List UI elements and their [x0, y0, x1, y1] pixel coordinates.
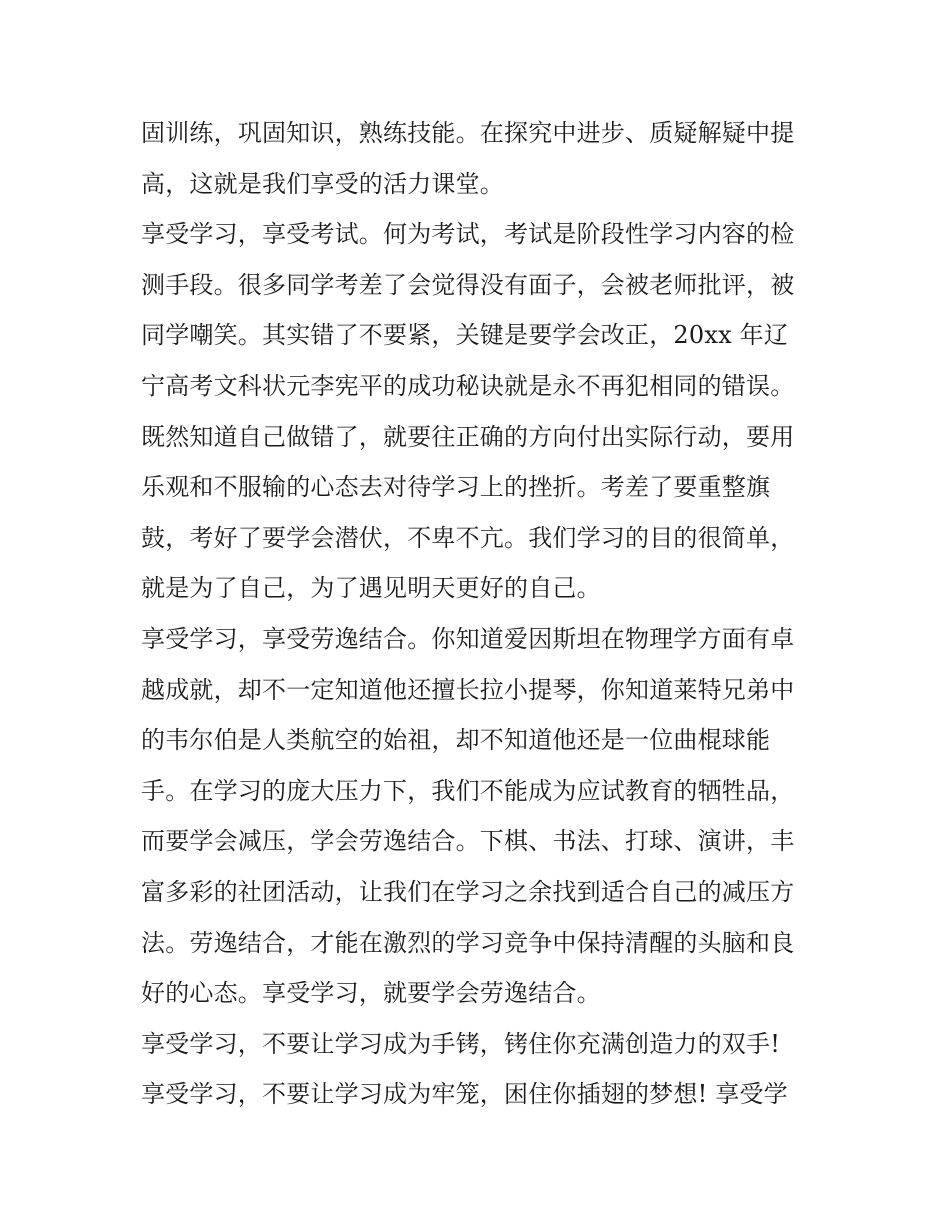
text-line: 手。在学习的庞大压力下，我们不能成为应试教育的牺牲品， — [141, 776, 795, 805]
text-line: 好的心态。享受学习，就要学会劳逸结合。 — [141, 979, 601, 1008]
text-line: 而要学会减压，学会劳逸结合。下棋、书法、打球、演讲，丰 — [141, 827, 795, 856]
text-line: 鼓，考好了要学会潜伏，不卑不亢。我们学习的目的很简单， — [141, 523, 795, 552]
text-line: 享受学习，不要让学习成为牢笼，困住你插翅的梦想! 享受学 — [141, 1080, 788, 1109]
text-line: 固训练，巩固知识，熟练技能。在探究中进步、质疑解疑中提 — [141, 119, 795, 147]
text-line: 享受学习，不要让学习成为手铐，铐住你充满创造力的双手! — [141, 1029, 781, 1058]
text-line: 高，这就是我们享受的活力课堂。 — [141, 169, 504, 198]
text-line: 富多彩的社团活动，让我们在学习之余找到适合自己的减压方 — [141, 877, 795, 906]
text-line: 法。劳逸结合，才能在激烈的学习竞争中保持清醒的头脑和良 — [141, 928, 795, 957]
text-line: 的韦尔伯是人类航空的始祖，却不知道他还是一位曲棍球能 — [141, 726, 771, 755]
text-line: 宁高考文科状元李宪平的成功秘诀就是永不再犯相同的错误。 — [141, 371, 795, 400]
text-line: 享受学习，享受考试。何为考试，考试是阶段性学习内容的检 — [141, 220, 795, 249]
text-line: 就是为了自己，为了遇见明天更好的自己。 — [141, 574, 601, 603]
text-line: 同学嘲笑。其实错了不要紧，关键是要学会改正，20xx 年辽 — [141, 321, 789, 350]
text-line: 测手段。很多同学考差了会觉得没有面子，会被老师批评，被 — [141, 270, 795, 299]
text-line: 既然知道自己做错了，就要往正确的方向付出实际行动，要用 — [141, 422, 795, 451]
text-line: 乐观和不服输的心态去对待学习上的挫折。考差了要重整旗 — [141, 473, 771, 502]
text-line: 越成就，却不一定知道他还擅长拉小提琴，你知道莱特兄弟中 — [141, 675, 795, 704]
document-body — [141, 108, 821, 1120]
text-line: 享受学习，享受劳逸结合。你知道爱因斯坦在物理学方面有卓 — [141, 624, 795, 653]
